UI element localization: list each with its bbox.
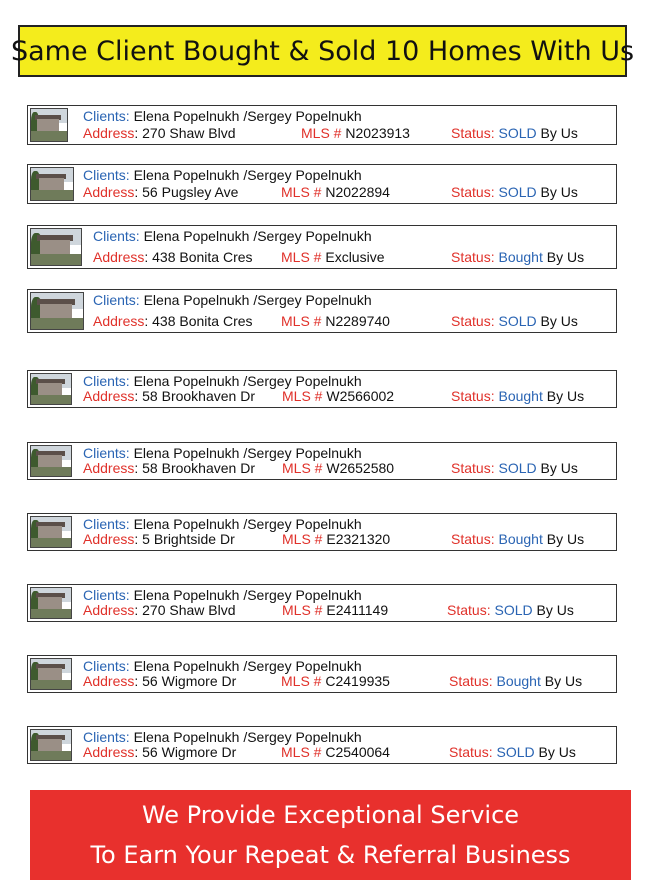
status-line <box>451 388 584 404</box>
photo-house <box>38 455 62 467</box>
clients-label: Clients: <box>83 167 130 183</box>
status-line <box>451 313 578 329</box>
mls-value: N2022894 <box>325 184 390 200</box>
photo-house <box>38 597 62 609</box>
clients-value: Elena Popelnukh /Sergey Popelnukh <box>133 587 362 603</box>
address-label: Address <box>83 673 135 689</box>
mls-line <box>281 673 390 689</box>
status-value: SOLD <box>496 744 535 760</box>
status-value: SOLD <box>498 184 537 200</box>
mls-line <box>282 460 394 476</box>
photo-ground <box>31 395 71 404</box>
status-line <box>451 531 584 547</box>
mls-value: E2321320 <box>326 531 391 547</box>
address-label: Address <box>83 602 135 618</box>
clients-line <box>83 108 362 124</box>
address-line <box>83 184 238 200</box>
mls-label: MLS # <box>281 673 322 689</box>
photo-ground <box>31 190 73 200</box>
status-line <box>447 602 574 618</box>
status-value: Bought <box>498 388 543 404</box>
clients-value: Elena Popelnukh /Sergey Popelnukh <box>133 729 362 745</box>
status-value: Bought <box>498 531 543 547</box>
mls-label: MLS # <box>281 744 322 760</box>
status-value: SOLD <box>494 602 533 618</box>
status-value: SOLD <box>498 313 537 329</box>
mls-label: MLS # <box>281 249 322 265</box>
clients-label: Clients: <box>83 373 130 389</box>
mls-line <box>301 125 410 141</box>
mls-value: C2540064 <box>325 744 390 760</box>
status-line <box>449 673 582 689</box>
address-line <box>83 602 236 618</box>
photo-ground <box>31 254 81 265</box>
clients-label: Clients: <box>83 516 130 532</box>
address-colon: : <box>144 249 149 265</box>
house-photo <box>30 587 72 619</box>
address-line <box>83 125 236 141</box>
status-by: By Us <box>544 673 583 689</box>
house-photo <box>30 445 72 477</box>
mls-line <box>282 531 390 547</box>
address-value: 56 Wigmore Dr <box>142 744 237 760</box>
mls-line <box>282 388 394 404</box>
clients-line <box>83 516 362 532</box>
mls-value: Exclusive <box>325 249 385 265</box>
address-label: Address <box>83 460 135 476</box>
mls-line <box>282 602 388 618</box>
listing-row <box>27 289 617 333</box>
address-label: Address <box>83 388 135 404</box>
status-label: Status: <box>451 184 495 200</box>
clients-label: Clients: <box>83 445 130 461</box>
house-photo <box>30 108 68 142</box>
footer-line-2: To Earn Your Repeat & Referral Business <box>90 841 571 869</box>
address-label: Address <box>83 125 135 141</box>
address-value: 58 Brookhaven Dr <box>142 460 255 476</box>
status-value: Bought <box>498 249 543 265</box>
status-by: By Us <box>540 313 578 329</box>
clients-label: Clients: <box>83 108 130 124</box>
clients-value: Elena Popelnukh /Sergey Popelnukh <box>143 292 372 308</box>
status-by: By Us <box>536 602 574 618</box>
address-colon: : <box>144 313 149 329</box>
status-line <box>451 249 584 265</box>
photo-house <box>38 526 62 538</box>
address-value: 438 Bonita Cres <box>152 249 253 265</box>
clients-line <box>83 729 362 745</box>
address-value: 438 Bonita Cres <box>152 313 253 329</box>
mls-line <box>281 744 390 760</box>
clients-line <box>83 445 362 461</box>
listing-row <box>27 105 617 145</box>
status-label: Status: <box>451 249 495 265</box>
photo-house <box>40 304 71 318</box>
address-colon: : <box>134 531 139 547</box>
status-by: By Us <box>546 388 585 404</box>
address-label: Address <box>93 313 145 329</box>
mls-label: MLS # <box>282 388 323 404</box>
address-value: 5 Brightside Dr <box>142 531 235 547</box>
mls-label: MLS # <box>282 460 323 476</box>
address-value: 270 Shaw Blvd <box>142 125 236 141</box>
listing-row <box>27 164 617 204</box>
clients-label: Clients: <box>93 292 140 308</box>
clients-label: Clients: <box>83 587 130 603</box>
status-by: By Us <box>540 460 578 476</box>
listing-row <box>27 225 617 269</box>
house-photo <box>30 373 72 405</box>
mls-label: MLS # <box>282 531 323 547</box>
photo-house <box>37 119 59 132</box>
mls-value: W2652580 <box>326 460 395 476</box>
address-label: Address <box>83 744 135 760</box>
listing-row <box>27 513 617 551</box>
address-colon: : <box>134 388 139 404</box>
status-line <box>449 744 576 760</box>
address-colon: : <box>134 602 139 618</box>
footer-banner <box>30 790 631 880</box>
address-label: Address <box>83 531 135 547</box>
mls-value: N2289740 <box>325 313 390 329</box>
clients-line <box>83 167 362 183</box>
clients-line <box>83 373 362 389</box>
title-banner <box>10 25 635 77</box>
photo-house <box>38 383 62 395</box>
clients-value: Elena Popelnukh /Sergey Popelnukh <box>133 373 362 389</box>
status-label: Status: <box>449 673 493 689</box>
address-colon: : <box>134 673 139 689</box>
address-value: 56 Wigmore Dr <box>142 673 237 689</box>
address-value: 56 Pugsley Ave <box>142 184 239 200</box>
status-label: Status: <box>451 125 495 141</box>
photo-house <box>39 178 64 191</box>
status-line <box>451 460 578 476</box>
mls-value: C2419935 <box>325 673 390 689</box>
clients-label: Clients: <box>83 658 130 674</box>
clients-value: Elena Popelnukh /Sergey Popelnukh <box>133 167 362 183</box>
mls-value: E2411149 <box>326 602 389 618</box>
mls-label: MLS # <box>281 184 322 200</box>
status-label: Status: <box>449 744 493 760</box>
listing-row <box>27 584 617 622</box>
clients-line <box>83 658 362 674</box>
clients-line <box>83 587 362 603</box>
house-photo <box>30 228 82 266</box>
address-label: Address <box>83 184 135 200</box>
mls-line <box>281 313 390 329</box>
address-line <box>93 313 253 329</box>
address-line <box>83 673 236 689</box>
clients-line <box>93 228 372 244</box>
status-value: Bought <box>496 673 541 689</box>
house-photo <box>30 516 72 548</box>
clients-value: Elena Popelnukh /Sergey Popelnukh <box>143 228 372 244</box>
address-colon: : <box>134 125 139 141</box>
status-by: By Us <box>546 249 585 265</box>
listing-row <box>27 442 617 480</box>
status-value: SOLD <box>498 460 537 476</box>
photo-house <box>38 739 62 751</box>
photo-ground <box>31 680 71 689</box>
clients-value: Elena Popelnukh /Sergey Popelnukh <box>133 658 362 674</box>
listing-row <box>27 726 617 764</box>
clients-value: Elena Popelnukh /Sergey Popelnukh <box>133 516 362 532</box>
page-title: Same Client Bought & Sold 10 Homes With Us <box>10 35 635 67</box>
mls-label: MLS # <box>282 602 323 618</box>
mls-line <box>281 249 385 265</box>
listing-row <box>27 370 617 408</box>
status-label: Status: <box>451 313 495 329</box>
house-photo <box>30 658 72 690</box>
address-colon: : <box>134 184 139 200</box>
photo-ground <box>31 131 67 141</box>
photo-ground <box>31 318 83 329</box>
address-line <box>93 249 253 265</box>
address-colon: : <box>134 460 139 476</box>
address-line <box>83 744 236 760</box>
mls-value: W2566002 <box>326 388 395 404</box>
photo-ground <box>31 609 71 618</box>
address-value: 58 Brookhaven Dr <box>142 388 255 404</box>
status-by: By Us <box>546 531 585 547</box>
status-value: SOLD <box>498 125 537 141</box>
address-line <box>83 531 235 547</box>
mls-label: MLS # <box>281 313 322 329</box>
house-photo <box>30 729 72 761</box>
status-by: By Us <box>540 125 578 141</box>
status-by: By Us <box>540 184 578 200</box>
status-label: Status: <box>451 388 495 404</box>
photo-house <box>38 668 62 680</box>
status-by: By Us <box>538 744 576 760</box>
address-value: 270 Shaw Blvd <box>142 602 236 618</box>
listing-row <box>27 655 617 693</box>
mls-value: N2023913 <box>345 125 410 141</box>
status-label: Status: <box>447 602 491 618</box>
footer-line-1: We Provide Exceptional Service <box>141 801 520 829</box>
mls-line <box>281 184 390 200</box>
clients-label: Clients: <box>93 228 140 244</box>
clients-label: Clients: <box>83 729 130 745</box>
photo-house <box>40 240 70 254</box>
clients-line <box>93 292 372 308</box>
house-photo <box>30 167 74 201</box>
address-colon: : <box>134 744 139 760</box>
photo-ground <box>31 467 71 476</box>
address-line <box>83 388 255 404</box>
status-label: Status: <box>451 531 495 547</box>
address-label: Address <box>93 249 145 265</box>
mls-label: MLS # <box>301 125 342 141</box>
photo-ground <box>31 538 71 547</box>
status-line <box>451 184 578 200</box>
status-label: Status: <box>451 460 495 476</box>
address-line <box>83 460 255 476</box>
house-photo <box>30 292 84 330</box>
clients-value: Elena Popelnukh /Sergey Popelnukh <box>133 445 362 461</box>
photo-ground <box>31 751 71 760</box>
clients-value: Elena Popelnukh /Sergey Popelnukh <box>133 108 362 124</box>
status-line <box>451 125 578 141</box>
